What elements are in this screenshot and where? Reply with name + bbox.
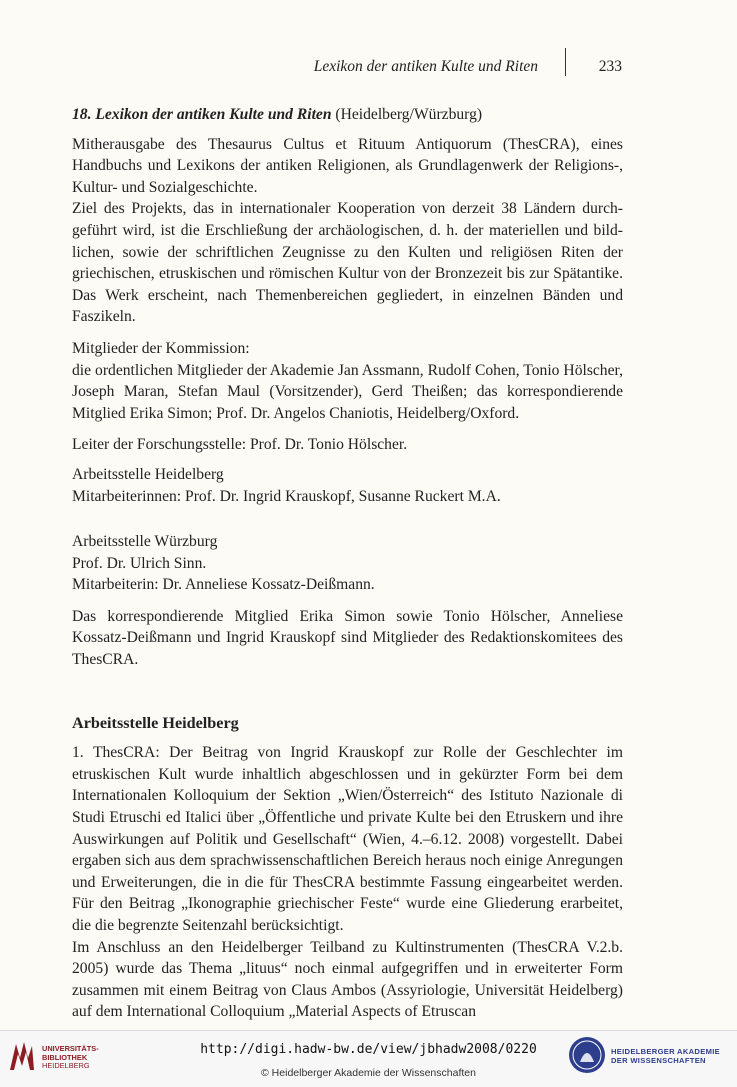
- lituus-paragraph: Im Anschluss an den Heidelberger Teilband zu Kultinstrumenten (ThesCRA V.2.b. 2005) wurde das Thema „lituus“ noch einmal aufgegriffen und in erweiterter Form zusammen mit einem Beitrag von Claus Ambos (Assyriologie, Universität Heidelberg) auf dem International Colloquium „Material Aspects of Etruscan: [72, 938, 623, 1021]
- running-head: [250, 58, 630, 80]
- page-number: 233: [598, 58, 622, 75]
- library-name-line-1: UNIVERSITÄTS-: [42, 1044, 99, 1053]
- copyright-notice: © Heidelberger Akademie der Wissenschaften: [261, 1067, 476, 1079]
- thescra-report: 1. ThesCRA: Der Beitrag von Ingrid Krauskopf zur Rolle der Geschlechter im etruskischen Kult wurde inhaltlich abgeschlossen und in gekürzter Form bei dem Internationalen Kolloquium der Sektion „Wien/Österreich“ des Istituto Nazionale di Studi Etruschi ed Italici über „Öffentliche und private Kulte bei den Etruskern und ihre Auswirkungen auf Politik und Gesellschaft“ (Wien, 4.–6.12. 2008) vorgestellt. Dabei ergaben sich aus dem sprachwissenschaftlichen Bereich heraus noch einige Anregungen und Erweiterungen, die in die für ThesCRA bestimmte Fassung eingearbeitet werden. Für den Beitrag „Ikonographie griechischer Feste“ wurde eine Gliederung erarbeitet, die die begrenzte Seitenzahl berücksichtigt.: [72, 744, 623, 934]
- wuerzburg-head: Prof. Dr. Ulrich Sinn.: [72, 554, 207, 572]
- academy-seal-icon: [568, 1036, 606, 1074]
- research-head: Leiter der Forschungsstelle: Prof. Dr. Tonio Hölscher.: [72, 436, 408, 454]
- academy-name-line-1: HEIDELBERGER AKADEMIE: [611, 1047, 720, 1056]
- heidelberg-staff: Mitarbeiterinnen: Prof. Dr. Ingrid Krauskopf, Susanne Ruckert M.A.: [72, 487, 501, 505]
- intro-paragraph: Mitherausgabe des Thesaurus Cultus et Rituum Antiquorum (ThesCRA), eines Handbuchs und Lexikons der antiken Religionen, als Grundlagenwerk der Religions-, Kultur- und Sozialgeschichte.: [72, 135, 623, 196]
- section-heading: Arbeitsstelle Heidelberg: [72, 713, 239, 732]
- main-text: [72, 104, 623, 1023]
- library-name-line-2: BIBLIOTHEK: [42, 1052, 88, 1062]
- heidelberg-station: Arbeitsstelle Heidelberg: [72, 465, 224, 483]
- commission-members: die ordentlichen Mitglieder der Akademie Jan Assmann, Rudolf Cohen, Tonio Hölscher, Joseph Maran, Stefan Maul (Vorsitzender), Gerd Theißen; das korrespondierende Mitglied Erika Simon; Prof. Dr. Angelos Chaniotis, Heidelberg/Oxford.: [72, 361, 623, 422]
- digitization-footer: [0, 1030, 737, 1087]
- entry-number: 18.: [72, 106, 92, 123]
- academy-name: [611, 1047, 720, 1065]
- library-name-line-3: HEIDELBERG: [42, 1061, 90, 1071]
- running-head-divider: [565, 48, 566, 76]
- entry-heading: [72, 104, 623, 126]
- entry-location: (Heidelberg/Würzburg): [335, 106, 483, 123]
- wuerzburg-staff: Mitarbeiterin: Dr. Anneliese Kossatz-Deißmann.: [72, 576, 375, 594]
- academy-name-line-2: DER WISSENSCHAFTEN: [611, 1056, 706, 1066]
- goal-paragraph: Ziel des Projekts, das in internationaler Kooperation von derzeit 38 Ländern durchgeführt wird, ist die Erschließung der archäologischen, d. h. der materiellen und bildlichen, sowie der schriftlichen Zeugnisse zu den Kulten und religiösen Riten der griechischen, etruskischen und römischen Kultur von der Bronzezeit bis zur Spätantike. Das Werk erscheint, nach Themenbereichen gegliedert, in einzelnen Bänden und Faszikeln.: [72, 200, 623, 326]
- permalink-url[interactable]: http://digi.hadw-bw.de/view/jbhadw2008/0220: [200, 1042, 537, 1057]
- running-head-title: Lexikon der antiken Kulte und Riten: [313, 58, 538, 75]
- entry-title: Lexikon der antiken Kulte und Riten: [95, 106, 332, 123]
- commission-label: Mitglieder der Kommission:: [72, 339, 250, 357]
- wuerzburg-station: Arbeitsstelle Würzburg: [72, 533, 218, 551]
- editorial-paragraph: Das korrespondierende Mitglied Erika Simon sowie Tonio Hölscher, Anneliese Kossatz-Deißmann und Ingrid Krauskopf sind Mitglieder des Redaktionskomitees des ThesCRA.: [72, 607, 623, 669]
